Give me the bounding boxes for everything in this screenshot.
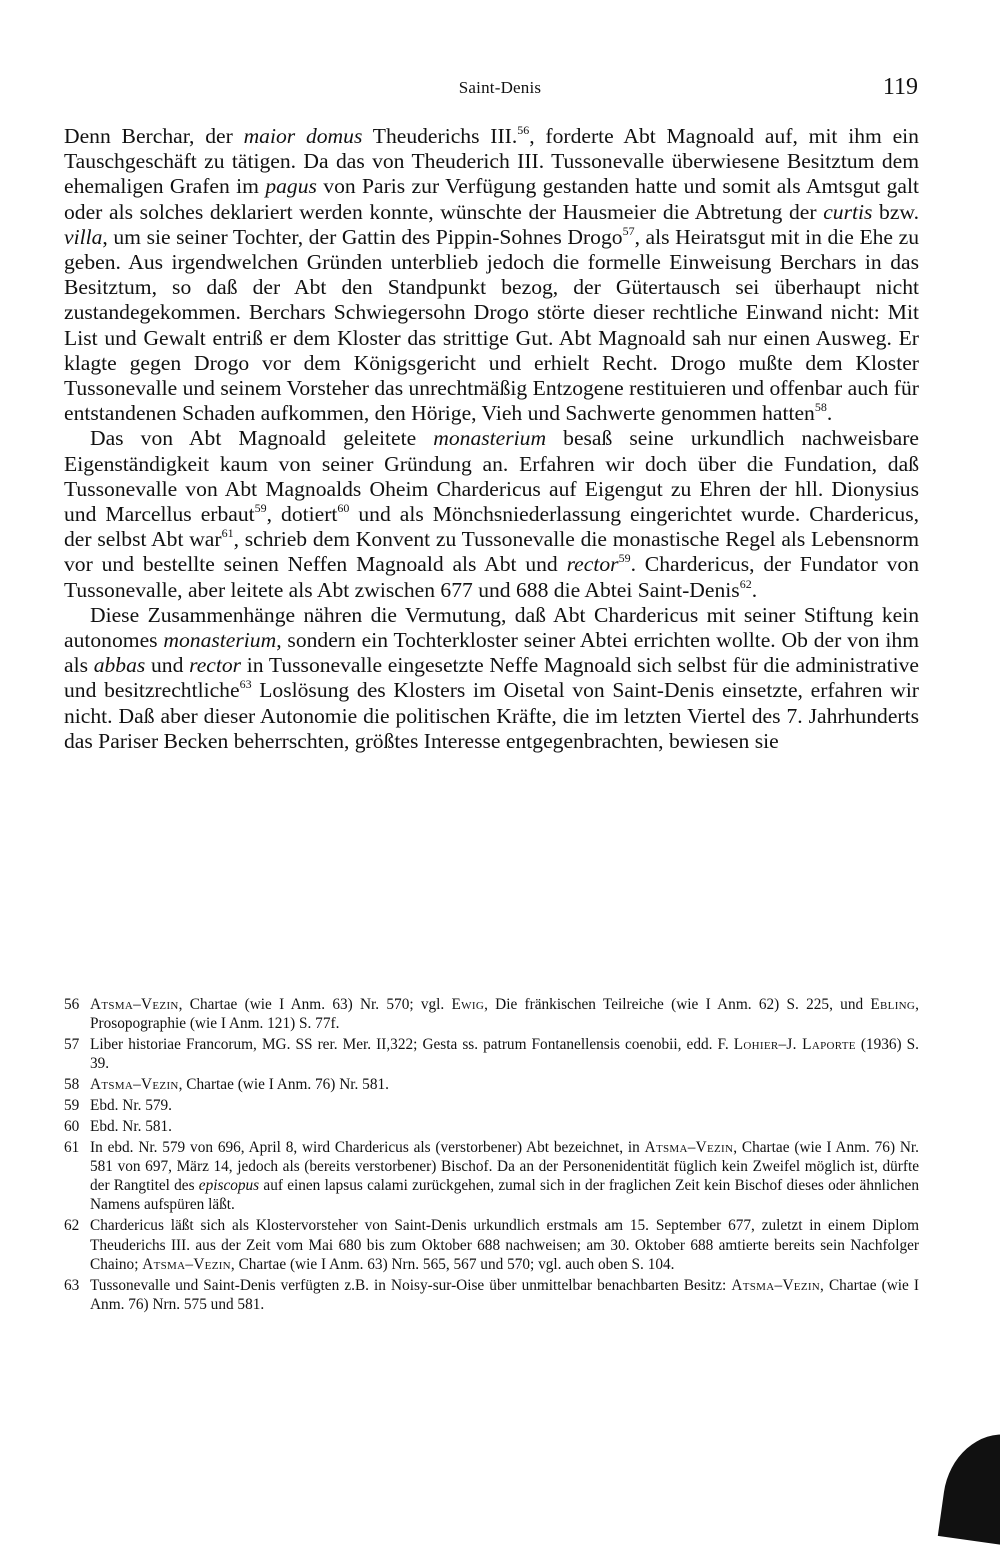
author-name: Atsma–Vezin <box>731 1276 821 1294</box>
footnote-number: 58 <box>64 1076 80 1094</box>
page-number: 119 <box>882 74 918 100</box>
footnote-text <box>90 1277 919 1313</box>
text-run: Ebd. Nr. 579. <box>90 1096 173 1114</box>
author-name: Atsma–Vezin <box>90 1076 179 1094</box>
text-run: besaß seine urkundlich nachweisbare Eigenständigkeit kaum von seiner Gründung an. Erfahren wir doch über die Fundation, daß Tussonevalle von Abt Magnoalds Oheim Chardericus auf Eigengut zu Ehren der hll. Dionysius und Marcellus erbaut <box>64 426 919 527</box>
text-run: . <box>826 401 833 426</box>
footnote <box>64 1276 919 1315</box>
footnote-ref: 58 <box>814 400 827 415</box>
running-head <box>0 74 1000 104</box>
footnote-ref: 62 <box>739 576 752 591</box>
footnote-text <box>90 1118 172 1135</box>
scan-corner-shadow <box>938 1427 1000 1549</box>
text-run: Chardericus läßt sich als Klostervorsteher von Saint-Denis urkundlich erstmals am 15. September 677, zuletzt in einem Diplom Theuderichs III. aus der Zeit vom Mai 680 bis zum Oktober 688 nachweisen; am 30. Oktober 688 amtierte bereits sein Nachfolger Chaino; <box>90 1217 919 1273</box>
footnote-ref: 59 <box>618 551 631 566</box>
text-run: Loslösung des Klosters im Oisetal von Saint-Denis einsetzte, erfahren wir nicht. Daß aber dieser Autonomie die politischen Kräfte, die im letzten Viertel des 7. Jahrhunderts das Pariser Becken beherrschten, größtes Interesse entgegenbrachten, bewiesen sie <box>64 678 920 753</box>
footnote-number: 56 <box>64 996 80 1013</box>
footnote-ref: 57 <box>622 223 635 238</box>
italic-text: maior domus <box>243 124 363 148</box>
author-name: Atsma–Vezin <box>90 996 179 1013</box>
author-name: Atsma–Vezin <box>644 1138 734 1156</box>
text-run: , als Heiratsgut mit in die Ehe zu geben. Aus irgendwelchen Gründen unterblieb jedoch die formelle Einweisung Berchars in das Besitztum, so daß der Abt den Standpunkt bezog, der Gütertausch sei überhaupt nicht zustandegekommen. Berchars Schwiegersohn Drogo störte dieser rechtliche Einwand nicht: Mit List und Gewalt entriß er dem Kloster das strittige Gut. Abt Magnoald sah nur einen Ausweg. Er klagte gegen Drogo vor dem Königsgericht und erhielt Recht. Drogo mußte dem Kloster Tussonevalle und seinem Vorsteher das unrechtmäßig Entzogene restituieren und offenbar auch für entstandenen Schaden aufkommen, den Hörige, Vieh und Sachwerte genommen hatten <box>64 224 919 426</box>
text-run: , Chartae (wie I Anm. 63) Nr. 570; vgl. <box>178 996 452 1013</box>
author-name: Ebling <box>870 996 916 1013</box>
text-run: und <box>145 653 190 678</box>
footnote <box>64 1138 919 1215</box>
text-run: von Paris zur Verfügung gestanden hatte und somit als Amtsgut galt oder als solches deklariert werden konnte, wünschte der Hausmeier die Abtretung der <box>64 174 919 224</box>
author-name: Lohier–J. Laporte <box>733 1036 856 1054</box>
italic-text: pagus <box>265 174 317 199</box>
footnote-text <box>90 1097 172 1114</box>
footnote-text <box>90 1036 919 1072</box>
footnote <box>64 1075 919 1094</box>
text-run: , Chartae (wie I Anm. 76) Nr. 581. <box>178 1076 389 1094</box>
footnote-ref: 59 <box>254 501 267 516</box>
text-run: . <box>751 577 758 602</box>
text-run: Liber historiae Francorum, MG. SS rer. Mer. II,322; Gesta ss. patrum Fontanellensis coenobii, edd. F. <box>90 1036 734 1054</box>
text-run: Das von Abt Magnoald geleitete <box>90 426 434 451</box>
paragraph <box>64 124 919 426</box>
text-run: . Chardericus, der Fundator von Tussonevalle, aber leitete als Abt zwischen 677 und 688 die Abtei Saint-Denis <box>64 552 920 602</box>
text-run: bzw. <box>872 199 919 224</box>
text-run: , sondern ein Tochterkloster seiner Abtei errichten wollte. Ob der von ihm als <box>64 628 919 678</box>
text-run: , Chartae (wie I Anm. 76) Nr. 581 von 697, März 14, jedoch als (bereits verstorbener) Bischof. Da an der Personenidentität füglich kein Zweifel möglich ist, dürfte der Rangtitel des <box>90 1138 919 1195</box>
footnote <box>64 1117 919 1136</box>
footnote-ref: 56 <box>517 123 530 137</box>
body-text <box>64 124 919 754</box>
footnotes <box>64 995 919 1316</box>
footnote-text <box>90 1139 919 1214</box>
footnote-number: 57 <box>64 1036 80 1054</box>
footnote-number: 61 <box>64 1138 80 1156</box>
text-run: (1936) S. 39. <box>90 1036 920 1073</box>
text-run: , schrieb dem Konvent zu Tussonevalle die monastische Regel als Lebensnorm vor und bestellte seinen Neffen Magnoald als Abt und <box>64 527 919 577</box>
author-name: Atsma–Vezin <box>142 1255 231 1273</box>
text-run: Denn Berchar, der <box>64 124 244 148</box>
footnote-ref: 63 <box>239 677 252 692</box>
footnote-number: 63 <box>64 1276 80 1294</box>
italic-text: villa <box>64 224 103 249</box>
italic-text: rector <box>566 552 619 577</box>
running-title: Saint-Denis <box>458 78 542 97</box>
text-run: , Die fränkischen Teilreiche (wie I Anm. 62) S. 225, und <box>484 996 871 1013</box>
text-run: Tussonevalle und Saint-Denis verfügten z.B. in Noisy-sur-Oise über unmittelbar benachbarten Besitz: <box>90 1276 732 1294</box>
text-run: , Chartae (wie I Anm. 63) Nrn. 565, 567 und 570; vgl. auch oben S. 104. <box>230 1255 675 1273</box>
italic-text: rector <box>189 653 242 678</box>
footnote-number: 60 <box>64 1117 80 1135</box>
text-run: , dotiert <box>266 502 338 527</box>
paragraph <box>64 426 919 602</box>
text-run: auf einen lapsus calami zurückgehen, zumal sich in der fraglichen Zeit kein Bischof dieses oder ähnlichen Namens aufspüren läßt. <box>90 1177 919 1214</box>
text-run: Ebd. Nr. 581. <box>90 1117 173 1135</box>
footnote-text <box>90 1076 389 1093</box>
italic-text: episcopus <box>198 1177 260 1195</box>
text-run: , Chartae (wie I Anm. 76) Nrn. 575 und 581. <box>90 1276 919 1313</box>
author-name: Ewig <box>451 996 485 1013</box>
footnote-text <box>90 1217 919 1273</box>
text-run: , forderte Abt Magnoald auf, mit ihm ein Tauschgeschäft zu tätigen. Da das von Theuderich III. Tussonevalle überwiesene Besitztum dem ehemaligen Grafen im <box>64 124 919 199</box>
text-run: , um sie seiner Tochter, der Gattin des Pippin-Sohnes Drogo <box>102 224 623 249</box>
footnote <box>64 1216 919 1274</box>
footnote-number: 62 <box>64 1217 80 1235</box>
text-run: , Prosopographie (wie I Anm. 121) S. 77f. <box>90 996 919 1033</box>
text-run: In ebd. Nr. 579 von 696, April 8, wird Chardericus als (verstorbener) Abt bezeichnet, in <box>90 1138 645 1156</box>
footnote <box>64 1035 919 1074</box>
footnote <box>64 1096 919 1115</box>
italic-text: curtis <box>823 199 873 224</box>
paragraph <box>64 603 919 754</box>
italic-text: monasterium <box>433 426 547 451</box>
text-run: in Tussonevalle eingesetzte Neffe Magnoald sich selbst für die administrative und besitzrechtliche <box>64 653 920 703</box>
italic-text: monasterium <box>163 628 277 653</box>
text-run: Diese Zusammenhänge nähren die Vermutung, daß Abt Chardericus mit seiner Stiftung kein autonomes <box>64 602 919 653</box>
footnote-ref: 60 <box>337 501 350 516</box>
italic-text: abbas <box>93 653 146 678</box>
footnote <box>64 995 919 1034</box>
footnote-ref: 61 <box>221 526 234 541</box>
text-run: und als Mönchsniederlassung eingerichtet wurde. Chardericus, der selbst Abt war <box>64 502 919 552</box>
footnote-number: 59 <box>64 1096 80 1114</box>
text-run: Theuderichs III. <box>362 124 518 148</box>
footnote-text <box>90 996 919 1032</box>
